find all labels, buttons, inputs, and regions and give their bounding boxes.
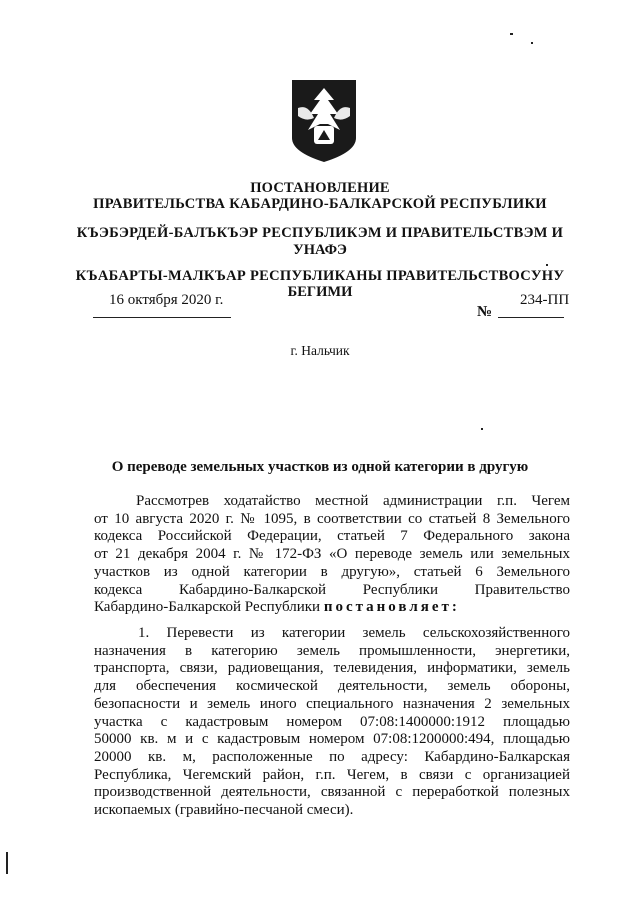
issuer-name-balkar-line1: КЪАБАРТЫ-МАЛКЪАР РЕСПУБЛИКАНЫ ПРАВИТЕЛЬСТВОСУНУ: [75, 268, 565, 284]
text-line: Республика, Чегемский район, г.п. Чегем, в связи с организацией: [94, 766, 570, 783]
text-line: Рассмотрев ходатайство местной администрации г.п. Чегем: [136, 493, 570, 509]
text-line: производственной деятельности, связанной с переработкой полезных: [94, 784, 570, 801]
text-fragment: Кабардино-Балкарской Республики: [94, 599, 321, 616]
decision-keyword: постановляет:: [323, 599, 460, 616]
coat-of-arms-emblem: [290, 78, 358, 164]
text-line: 20000 кв. м, расположенные по адресу: Кабардино-Балкарская: [94, 748, 570, 765]
text-line: кодекса Кабардино-Балкарской Республики Правительство: [94, 581, 570, 598]
text-line: от 21 декабря 2004 г. № 172-ФЗ «О переводе земель или земельных: [94, 546, 570, 563]
text-line: 1. Перевести из категории земель сельскохозяйственного: [138, 625, 570, 641]
document-title: О переводе земельных участков из одной категории в другую: [111, 459, 529, 475]
issuer-name-kabardian-line1: КЪЭБЭРДЕЙ-БАЛЪКЪЭР РЕСПУБЛИКЭМ И ПРАВИТЕЛЬСТВЭМ И: [76, 225, 564, 241]
text-line: 50000 кв. м и с кадастровым номером 07:08:1200000:494, площадью: [94, 731, 570, 748]
text-line: безопасности и земель иного специального назначения 2 земельных: [94, 695, 570, 712]
preamble-paragraph: [94, 493, 570, 617]
issuer-name-balkar-line2: БЕГИМИ: [287, 284, 353, 300]
scan-speck: [510, 33, 513, 35]
clause-1-paragraph: [94, 625, 570, 820]
scan-speck: [531, 42, 533, 44]
text-line: участка с кадастровым номером 07:08:1400000:1912 площадью: [94, 713, 570, 730]
text-line: [94, 599, 570, 617]
text-line: назначения в категорию земель промышленности, энергетики,: [94, 642, 570, 659]
city-label: г. Нальчик: [290, 343, 350, 358]
scan-speck: [546, 264, 548, 266]
text-line: ископаемых (гравийно-песчаной смеси).: [94, 802, 354, 819]
text-line: кодекса Российской Федерации, статьей 7 Федерального закона: [94, 528, 570, 545]
text-line: участков из одной категории в другую», статьей 6 Земельного: [94, 563, 570, 580]
text-line: транспорта, связи, радиовещания, телевидения, информатики, земель: [94, 660, 570, 677]
number-sign: №: [477, 304, 493, 320]
date-underline: [93, 317, 231, 318]
document-date: 16 октября 2020 г.: [109, 292, 224, 308]
text-line: от 10 августа 2020 г. № 1095, в соответствии со статьей 8 Земельного: [94, 510, 570, 527]
scan-mark: [6, 852, 8, 874]
number-underline: [498, 317, 564, 318]
document-type-heading: ПОСТАНОВЛЕНИЕ: [250, 180, 390, 196]
issuer-name-kabardian-line2: УНАФЭ: [293, 242, 347, 258]
text-line: для обеспечения космической деятельности, земель обороны,: [94, 678, 570, 695]
document-number: 234-ПП: [520, 292, 570, 308]
issuer-name-russian: ПРАВИТЕЛЬСТВА КАБАРДИНО-БАЛКАРСКОЙ РЕСПУБЛИКИ: [93, 196, 547, 212]
scan-speck: [481, 428, 483, 430]
